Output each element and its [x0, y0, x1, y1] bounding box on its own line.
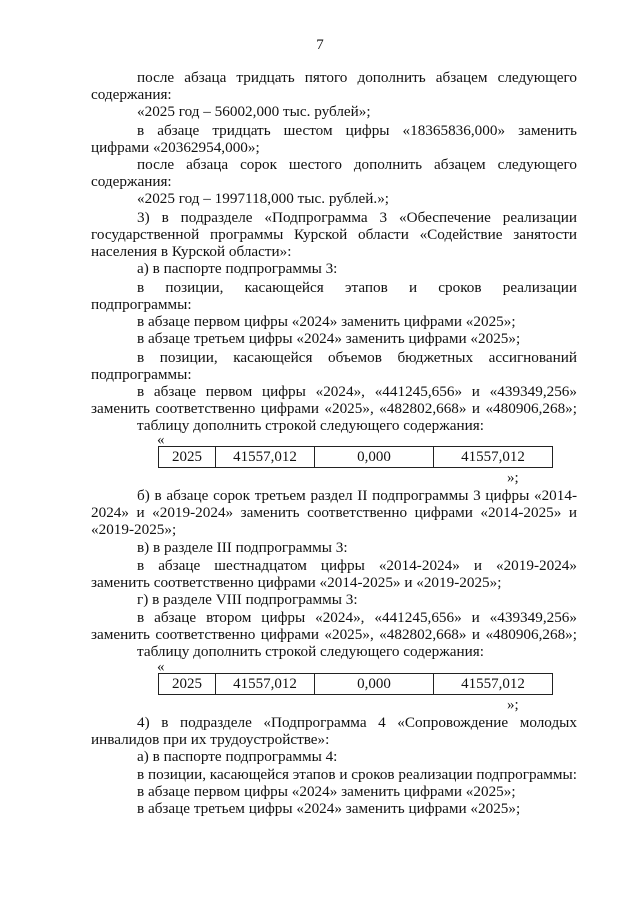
- table-cell: 2025: [159, 674, 216, 695]
- table-cell: 0,000: [315, 674, 434, 695]
- text-line: в позиции, касающейся этапов и сроков реализации подпрограммы:: [137, 766, 577, 783]
- text-line: в абзаце первом цифры «2024» заменить цифрами «2025»;: [137, 783, 516, 800]
- text-line: после абзаца тридцать пятого дополнить абзацем следующего: [137, 69, 577, 86]
- text-line: заменить соответственно цифрами «2025», «482802,668» и «480906,268»;: [91, 626, 577, 643]
- text-line: в абзаце третьем цифры «2024» заменить цифрами «2025»;: [137, 330, 521, 347]
- text-line: а) в паспорте подпрограммы 3:: [137, 260, 338, 277]
- text-line: 3) в подразделе «Подпрограмма 3 «Обеспечение реализации: [137, 209, 577, 226]
- text-line: «2025 год – 56002,000 тыс. рублей»;: [137, 103, 371, 120]
- text-line: таблицу дополнить строкой следующего содержания:: [137, 643, 484, 660]
- text-line: государственной программы Курской области «Содействие занятости: [91, 226, 577, 243]
- table-cell: 41557,012: [434, 447, 553, 468]
- data-table: [158, 446, 553, 468]
- table-row: [159, 674, 553, 695]
- text-line: в абзаце первом цифры «2024» заменить цифрами «2025»;: [137, 313, 516, 330]
- text-line: в абзаце шестнадцатом цифры «2014-2024» и «2019-2024»: [137, 557, 577, 574]
- text-line: а) в паспорте подпрограммы 4:: [137, 748, 338, 765]
- open-quote: «: [157, 659, 165, 675]
- open-quote: «: [157, 432, 165, 448]
- text-line: цифрами «20362954,000»;: [91, 139, 260, 156]
- text-line: «2019-2025»;: [91, 521, 177, 538]
- text-line: в позиции, касающейся этапов и сроков реализации: [137, 279, 577, 296]
- text-line: г) в разделе VIII подпрограммы 3:: [137, 591, 358, 608]
- text-line: в) в разделе III подпрограммы 3:: [137, 539, 348, 556]
- close-quote: »;: [507, 470, 519, 486]
- text-line: «2025 год – 1997118,000 тыс. рублей.»;: [137, 190, 390, 207]
- text-line: подпрограммы:: [91, 296, 192, 313]
- text-line: 4) в подразделе «Подпрограмма 4 «Сопровождение молодых: [137, 714, 577, 731]
- text-line: содержания:: [91, 86, 172, 103]
- text-line: таблицу дополнить строкой следующего содержания:: [137, 417, 484, 434]
- text-line: инвалидов при их трудоустройстве»:: [91, 731, 330, 748]
- text-line: населения в Курской области»:: [91, 243, 292, 260]
- text-line: в абзаце третьем цифры «2024» заменить цифрами «2025»;: [137, 800, 521, 817]
- table-cell: 41557,012: [216, 447, 315, 468]
- page-number: 7: [316, 37, 324, 53]
- text-line: подпрограммы:: [91, 366, 192, 383]
- table-cell: 41557,012: [216, 674, 315, 695]
- text-line: б) в абзаце сорок третьем раздел II подпрограммы 3 цифры «2014-: [137, 487, 577, 504]
- data-table: [158, 673, 553, 695]
- text-line: после абзаца сорок шестого дополнить абзацем следующего: [137, 156, 577, 173]
- text-line: в абзаце тридцать шестом цифры «18365836,000» заменить: [137, 122, 577, 139]
- text-line: в абзаце первом цифры «2024», «441245,656» и «439349,256»: [137, 383, 577, 400]
- text-line: в позиции, касающейся объемов бюджетных ассигнований: [137, 349, 577, 366]
- table-cell: 0,000: [315, 447, 434, 468]
- text-line: 2024» и «2019-2024» заменить соответственно цифрами «2014-2025» и: [91, 504, 577, 521]
- text-line: содержания:: [91, 173, 172, 190]
- table-row: [159, 447, 553, 468]
- close-quote: »;: [507, 697, 519, 713]
- table-cell: 2025: [159, 447, 216, 468]
- text-line: в абзаце втором цифры «2024», «441245,656» и «439349,256»: [137, 609, 577, 626]
- text-line: заменить соответственно цифрами «2025», «482802,668» и «480906,268»;: [91, 400, 577, 417]
- table-cell: 41557,012: [434, 674, 553, 695]
- text-line: заменить соответственно цифрами «2014-2025» и «2019-2025»;: [91, 574, 502, 591]
